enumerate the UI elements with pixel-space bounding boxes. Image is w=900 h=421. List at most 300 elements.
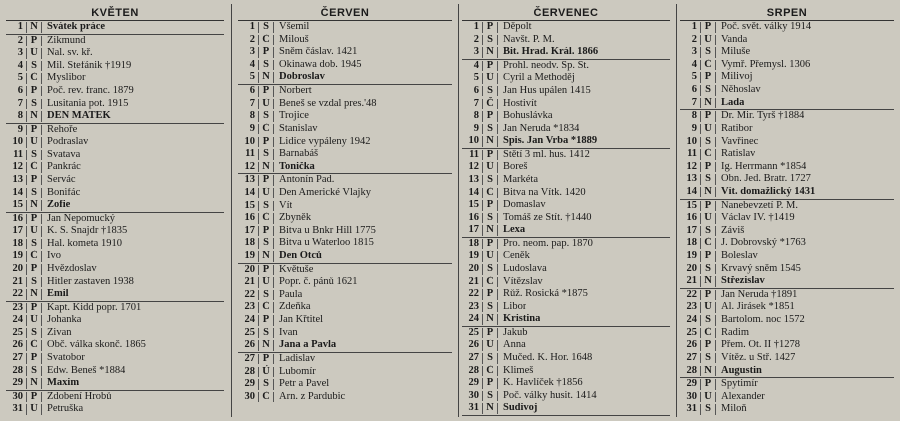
day-row xyxy=(6,213,224,226)
weekday-letter: Ú xyxy=(26,226,42,237)
day-note: Poč. svět. války 1914 xyxy=(721,22,812,33)
day-row xyxy=(462,288,670,301)
day-number: 9 xyxy=(17,123,23,135)
day-row xyxy=(680,161,894,174)
day-row xyxy=(6,47,224,60)
day-row xyxy=(238,46,452,59)
day-number: 27 xyxy=(244,352,255,364)
day-number: 22 xyxy=(12,288,23,300)
day-number: 28 xyxy=(468,364,479,376)
day-note: Přem. Ot. II †1278 xyxy=(721,340,801,351)
weekday-letter: S xyxy=(482,124,498,135)
day-note: Alexander xyxy=(721,391,765,402)
day-number: 20 xyxy=(468,263,479,275)
day-note: Poč. rev. franc. 1879 xyxy=(47,85,134,96)
weekday-letter: Č xyxy=(258,302,274,313)
weekday-letter: P xyxy=(700,290,716,301)
day-row xyxy=(6,174,224,187)
day-note: Hostivít xyxy=(503,98,537,109)
weekday-letter: S xyxy=(700,404,716,415)
day-row xyxy=(238,135,452,148)
day-number: 18 xyxy=(244,237,255,249)
weekday-letter: Ú xyxy=(258,277,274,288)
day-row xyxy=(462,327,670,340)
day-row xyxy=(680,21,894,34)
weekday-letter: Ú xyxy=(26,404,42,415)
day-number: 1 xyxy=(473,21,479,33)
day-number: 25 xyxy=(244,326,255,338)
day-note: Vanda xyxy=(721,34,748,45)
day-note: Mil. Štefánik †1919 xyxy=(47,60,132,71)
day-row xyxy=(462,85,670,98)
day-number: 29 xyxy=(468,377,479,389)
day-note: Sudivoj xyxy=(503,403,538,414)
day-number: 5 xyxy=(691,71,697,83)
day-row xyxy=(680,391,894,404)
weekday-letter: N xyxy=(700,276,716,287)
day-note: Všemil xyxy=(279,22,310,33)
day-row xyxy=(238,314,452,327)
day-row xyxy=(6,314,224,327)
day-row xyxy=(238,212,452,225)
day-number: 3 xyxy=(691,46,697,58)
day-row xyxy=(6,187,224,200)
day-note: Žofie xyxy=(47,200,71,211)
day-row xyxy=(238,403,452,416)
day-number: 20 xyxy=(244,263,255,275)
weekday-letter: S xyxy=(258,238,274,249)
day-number: 1 xyxy=(249,21,255,33)
month-column xyxy=(238,6,452,416)
day-number: 26 xyxy=(686,339,697,351)
day-number: 18 xyxy=(468,237,479,249)
day-note: Den Americké Vlajky xyxy=(279,187,371,198)
day-note: Maxim xyxy=(47,378,80,389)
weekday-letter: Č xyxy=(258,392,274,403)
day-note: Petr a Pavel xyxy=(279,379,330,390)
day-row xyxy=(6,161,224,174)
weekday-letter: Č xyxy=(258,124,274,135)
weekday-letter: P xyxy=(26,125,42,136)
day-note: Živan xyxy=(47,327,72,338)
day-number: 16 xyxy=(244,212,255,224)
weekday-letter: P xyxy=(700,162,716,173)
day-note: Bit. Hrad. Král. 1866 xyxy=(503,47,599,58)
day-note: Myslibor xyxy=(47,73,86,84)
day-note: Miluše xyxy=(721,47,751,58)
day-row xyxy=(6,327,224,340)
day-row xyxy=(462,224,670,238)
weekday-letter: S xyxy=(26,99,42,110)
day-number: 12 xyxy=(468,161,479,173)
day-number: 4 xyxy=(473,59,479,71)
day-number: 21 xyxy=(12,275,23,287)
day-number: 11 xyxy=(13,148,23,160)
day-number: 23 xyxy=(12,301,23,313)
day-note: Spytimír xyxy=(721,379,758,390)
weekday-letter: Ú xyxy=(26,48,42,59)
weekday-letter: S xyxy=(258,149,274,160)
day-note: Tonička xyxy=(279,161,315,172)
day-number: 8 xyxy=(17,110,23,122)
day-number: 15 xyxy=(244,199,255,211)
day-note: Zdobení Hrobů xyxy=(47,391,112,402)
day-number: 18 xyxy=(686,237,697,249)
weekday-letter: Č xyxy=(26,162,42,173)
weekday-letter: Ú xyxy=(26,315,42,326)
day-number: 10 xyxy=(468,135,479,147)
weekday-letter: P xyxy=(482,200,498,211)
weekday-letter: Č xyxy=(482,188,498,199)
day-number: 18 xyxy=(12,237,23,249)
day-row xyxy=(680,135,894,148)
day-list xyxy=(680,21,894,416)
weekday-letter: S xyxy=(482,264,498,275)
day-number: 8 xyxy=(249,110,255,122)
weekday-letter: Ú xyxy=(258,188,274,199)
day-number: 22 xyxy=(686,288,697,300)
day-note: Dr. Mir. Tyrš †1884 xyxy=(721,111,805,122)
day-note: Okinawa dob. 1945 xyxy=(279,59,362,70)
day-note: Jan Neruda †1891 xyxy=(721,289,798,300)
day-note: Norbert xyxy=(279,86,312,97)
weekday-letter: Č xyxy=(258,213,274,224)
day-row xyxy=(238,289,452,302)
day-note: Bartolom. noc 1572 xyxy=(721,315,805,326)
weekday-letter: P xyxy=(482,289,498,300)
weekday-letter: S xyxy=(26,239,42,250)
day-row xyxy=(462,97,670,110)
weekday-letter: N xyxy=(482,47,498,58)
day-row xyxy=(462,238,670,251)
day-note: Vítěz. u Stř. 1427 xyxy=(721,352,796,363)
weekday-letter: Č xyxy=(700,149,716,160)
weekday-letter: S xyxy=(482,353,498,364)
day-number: 27 xyxy=(12,352,23,364)
weekday-letter: N xyxy=(26,378,42,389)
day-number: 8 xyxy=(691,110,697,122)
weekday-letter: P xyxy=(700,379,716,390)
day-row xyxy=(6,302,224,315)
day-row xyxy=(680,212,894,225)
day-note: Ivan xyxy=(279,327,298,338)
weekday-letter: P xyxy=(700,251,716,262)
month-title: ČERVENEC xyxy=(462,6,670,21)
month-column xyxy=(680,6,894,416)
day-row xyxy=(238,276,452,289)
weekday-letter: P xyxy=(26,86,42,97)
weekday-letter: Ú xyxy=(700,35,716,46)
month-column xyxy=(462,6,670,416)
day-number: 3 xyxy=(473,46,479,58)
day-note: Jana a Pavla xyxy=(279,340,337,351)
day-number: 9 xyxy=(473,122,479,134)
day-row xyxy=(462,60,670,73)
day-note: Emil xyxy=(47,289,69,300)
weekday-letter: P xyxy=(258,175,274,186)
day-number: 19 xyxy=(12,250,23,262)
weekday-letter: P xyxy=(482,22,498,33)
day-note: Děpolt xyxy=(503,22,532,33)
weekday-letter: Ú xyxy=(482,251,498,262)
day-number: 13 xyxy=(244,174,255,186)
day-row xyxy=(238,339,452,353)
day-row xyxy=(6,21,224,35)
day-row xyxy=(238,365,452,378)
day-note: Hvězdoslav xyxy=(47,264,97,275)
day-row xyxy=(6,110,224,124)
day-number: 21 xyxy=(244,276,255,288)
day-number: 26 xyxy=(244,339,255,351)
day-note: Paula xyxy=(279,289,303,300)
weekday-letter: P xyxy=(700,201,716,212)
day-note: Cyril a Methoděj xyxy=(503,73,575,84)
day-row xyxy=(680,97,894,111)
day-number: 10 xyxy=(686,135,697,147)
day-row xyxy=(680,289,894,302)
day-row xyxy=(462,187,670,200)
weekday-letter: P xyxy=(482,239,498,250)
day-note: Stětí 3 ml. hus. 1412 xyxy=(503,149,590,160)
day-number: 24 xyxy=(686,314,697,326)
day-note: Nanebevzetí P. M. xyxy=(721,200,798,211)
day-note: Jakub xyxy=(503,327,528,338)
day-note: Edw. Beneš *1884 xyxy=(47,365,126,376)
day-number: 11 xyxy=(687,148,697,160)
day-note: Antonín Pad. xyxy=(279,175,335,186)
day-note: Vít. domažlický 1431 xyxy=(721,186,816,197)
day-number: 17 xyxy=(468,224,479,236)
weekday-letter: Ú xyxy=(482,340,498,351)
day-number: 6 xyxy=(249,85,255,97)
weekday-letter: N xyxy=(258,340,274,351)
day-number: 25 xyxy=(686,326,697,338)
weekday-letter: P xyxy=(482,111,498,122)
day-note: Něhoslav xyxy=(721,85,761,96)
day-note: Anna xyxy=(503,340,526,351)
day-row xyxy=(462,46,670,60)
day-note: Klimeš xyxy=(503,365,534,376)
weekday-letter: S xyxy=(482,175,498,186)
day-number: 7 xyxy=(691,96,697,108)
weekday-letter: S xyxy=(700,137,716,148)
day-row xyxy=(680,263,894,276)
day-row xyxy=(462,72,670,85)
day-row xyxy=(6,352,224,365)
day-note: Bitva u Bnkr Hill 1775 xyxy=(279,225,376,236)
day-row xyxy=(6,199,224,213)
weekday-letter: N xyxy=(26,22,42,33)
day-note: Květuše xyxy=(279,264,314,275)
day-note: Lada xyxy=(721,97,745,108)
weekday-letter: S xyxy=(700,174,716,185)
day-row xyxy=(462,110,670,123)
weekday-letter: Č xyxy=(482,277,498,288)
day-number: 2 xyxy=(691,33,697,45)
day-row xyxy=(680,314,894,327)
weekday-letter: Ú xyxy=(700,302,716,313)
day-note: Růž. Rosická *1875 xyxy=(503,289,588,300)
day-number: 29 xyxy=(686,378,697,390)
day-note: Kapt. Kidd popr. 1701 xyxy=(47,302,142,313)
day-note: Trojice xyxy=(279,111,309,122)
day-note: Jan Křtitel xyxy=(279,315,324,326)
day-number: 17 xyxy=(12,225,23,237)
day-row xyxy=(6,365,224,378)
day-number: 14 xyxy=(244,186,255,198)
day-number: 24 xyxy=(244,314,255,326)
day-row xyxy=(238,187,452,200)
day-note: Zikmund xyxy=(47,35,86,46)
day-note: Arn. z Pardubic xyxy=(279,391,346,402)
day-number: 5 xyxy=(249,71,255,83)
day-number: 7 xyxy=(249,97,255,109)
day-note: Pankrác xyxy=(47,162,81,173)
day-note: Vít xyxy=(279,200,293,211)
day-note: J. Dobrovský *1763 xyxy=(721,238,806,249)
day-note: Johanka xyxy=(47,315,82,326)
day-number: 15 xyxy=(686,199,697,211)
day-row xyxy=(6,97,224,110)
day-row xyxy=(6,238,224,251)
day-number: 14 xyxy=(468,186,479,198)
day-note: Milivoj xyxy=(721,72,753,83)
day-note: Podraslav xyxy=(47,137,89,148)
day-number: 26 xyxy=(12,339,23,351)
day-number: 12 xyxy=(686,160,697,172)
day-row xyxy=(238,161,452,175)
weekday-letter: N xyxy=(482,314,498,325)
day-number: 10 xyxy=(12,136,23,148)
day-row xyxy=(680,327,894,340)
weekday-letter: S xyxy=(482,213,498,224)
day-row xyxy=(680,200,894,213)
weekday-letter: S xyxy=(26,328,42,339)
column-divider xyxy=(231,4,232,417)
day-number: 25 xyxy=(12,326,23,338)
day-row xyxy=(462,339,670,352)
day-row xyxy=(462,313,670,327)
weekday-letter: Č xyxy=(26,251,42,262)
day-number: 12 xyxy=(244,160,255,172)
weekday-letter: S xyxy=(482,86,498,97)
day-note: Ladislav xyxy=(279,353,316,364)
weekday-letter: Ú xyxy=(26,137,42,148)
day-row xyxy=(462,301,670,314)
day-note: Svátek práce xyxy=(47,22,106,33)
weekday-letter: P xyxy=(26,303,42,314)
weekday-letter: P xyxy=(258,265,274,276)
weekday-letter: Č xyxy=(258,35,274,46)
day-number: 9 xyxy=(249,122,255,134)
weekday-letter: P xyxy=(258,354,274,365)
day-row xyxy=(238,123,452,136)
day-note: Al. Jirásek *1851 xyxy=(721,302,795,313)
day-note: Krvavý sněm 1545 xyxy=(721,263,801,274)
day-note: Markéta xyxy=(503,174,538,185)
day-number: 25 xyxy=(468,326,479,338)
column-divider xyxy=(676,4,677,417)
day-row xyxy=(6,225,224,238)
weekday-letter: S xyxy=(258,290,274,301)
day-number: 6 xyxy=(691,84,697,96)
day-note: Boleslav xyxy=(721,251,758,262)
weekday-letter: S xyxy=(482,391,498,402)
day-note: Ratibor xyxy=(721,123,753,134)
day-number: 8 xyxy=(473,110,479,122)
day-row xyxy=(6,35,224,48)
day-note: Ivo xyxy=(47,251,61,262)
day-row xyxy=(680,173,894,186)
day-number: 6 xyxy=(473,84,479,96)
day-note: Hitler zastaven 1938 xyxy=(47,276,134,287)
day-note: Vítězslav xyxy=(503,276,543,287)
day-note: Obč. válka skonč. 1865 xyxy=(47,340,146,351)
day-row xyxy=(6,288,224,302)
day-note: Barnabáš xyxy=(279,149,319,160)
day-row xyxy=(238,353,452,366)
day-row xyxy=(6,403,224,416)
day-row xyxy=(238,327,452,340)
day-row xyxy=(680,237,894,250)
day-note: Dobroslav xyxy=(279,72,325,83)
day-row xyxy=(680,110,894,123)
day-row xyxy=(462,21,670,34)
day-row xyxy=(462,250,670,263)
day-number: 22 xyxy=(468,288,479,300)
day-note: Ig. Herrmann *1854 xyxy=(721,161,807,172)
weekday-letter: S xyxy=(26,366,42,377)
weekday-letter: S xyxy=(258,111,274,122)
day-row xyxy=(6,391,224,404)
day-list xyxy=(462,21,670,416)
weekday-letter: P xyxy=(258,47,274,58)
day-row xyxy=(680,123,894,136)
day-note: Poč. války husit. 1414 xyxy=(503,390,597,401)
weekday-letter: N xyxy=(700,98,716,109)
day-row xyxy=(680,378,894,391)
day-note: Zbyněk xyxy=(279,213,312,224)
weekday-letter: S xyxy=(26,61,42,72)
weekday-letter: P xyxy=(482,61,498,72)
weekday-letter: S xyxy=(700,264,716,275)
day-row xyxy=(6,72,224,85)
day-note: Stanislav xyxy=(279,123,318,134)
day-note: Lexa xyxy=(503,225,526,236)
day-row xyxy=(462,34,670,47)
weekday-letter: Ú xyxy=(258,367,274,378)
weekday-letter: P xyxy=(26,214,42,225)
day-number: 28 xyxy=(12,364,23,376)
day-note: Bitva u Waterloo 1815 xyxy=(279,238,374,249)
day-note: Libor xyxy=(503,301,527,312)
weekday-letter: N xyxy=(482,225,498,236)
day-number: 13 xyxy=(468,173,479,185)
day-note: Lidice vypáleny 1942 xyxy=(279,136,371,147)
weekday-letter: P xyxy=(26,36,42,47)
day-row xyxy=(680,403,894,416)
day-number: 19 xyxy=(468,250,479,262)
weekday-letter: P xyxy=(482,328,498,339)
day-row xyxy=(680,225,894,238)
day-note: Vavřinec xyxy=(721,136,759,147)
day-row xyxy=(238,71,452,85)
weekday-letter: Ú xyxy=(700,124,716,135)
day-note: Jan Nepomucký xyxy=(47,213,115,224)
day-number: 14 xyxy=(12,186,23,198)
weekday-letter: S xyxy=(700,85,716,96)
month-title: KVĚTEN xyxy=(6,6,224,21)
